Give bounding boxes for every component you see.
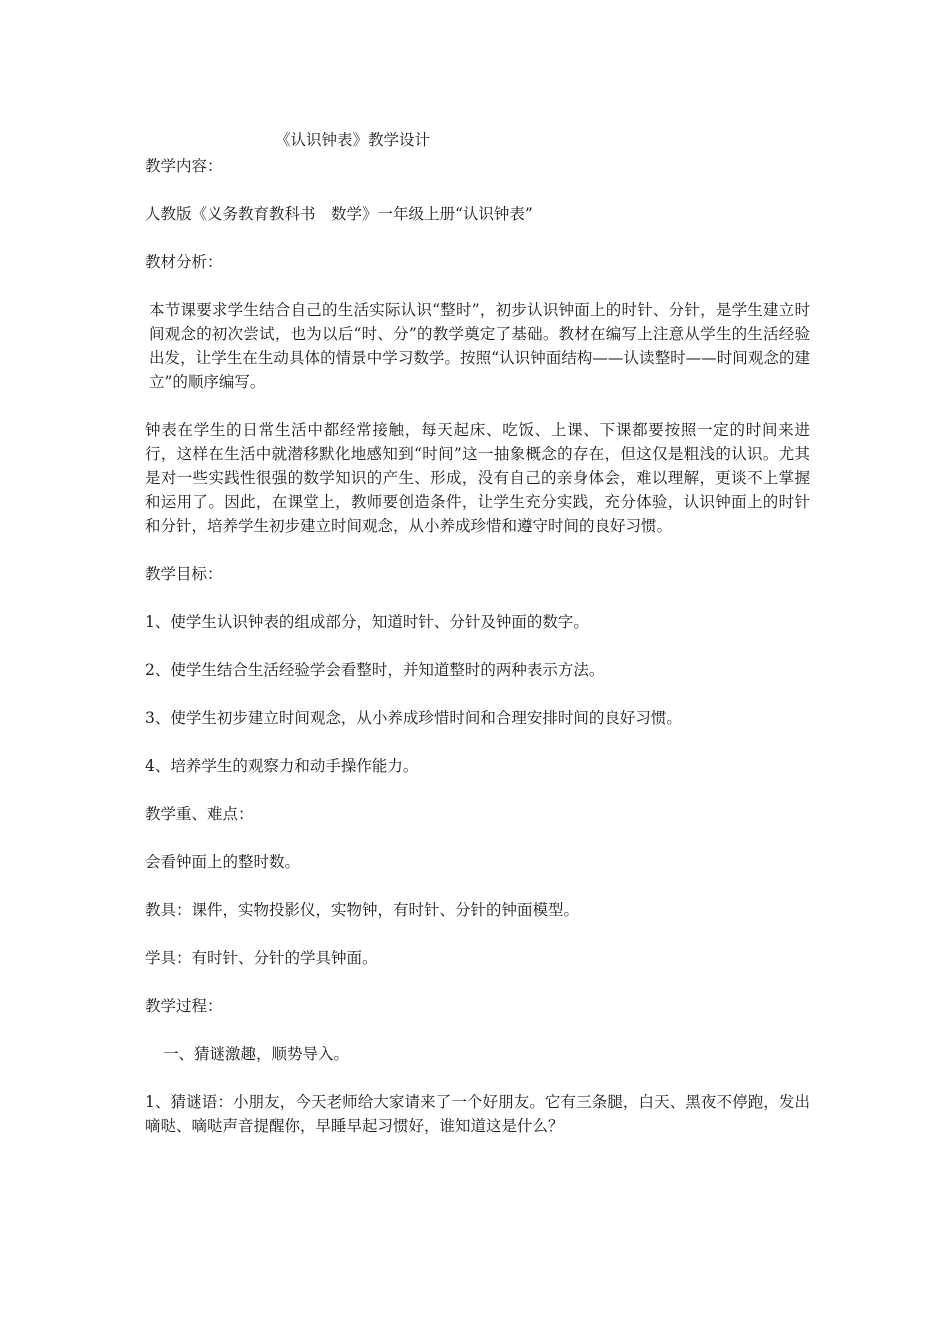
content-heading: 教学内容： (145, 157, 223, 175)
goal-item-4: 4、培养学生的观察力和动手操作能力。 (145, 757, 419, 775)
process-heading: 教学过程： (145, 997, 223, 1015)
content-text: 人教版《义务教育教科书 数学》一年级上册“认识钟表” (145, 205, 533, 223)
goal-item-1: 1、使学生认识钟表的组成部分，知道时针、分针及钟面的数字。 (145, 613, 589, 631)
teacher-tools: 教具：课件，实物投影仪，实物钟，有时针、分针的钟面模型。 (145, 901, 580, 919)
analysis-paragraph-1: 本节课要求学生结合自己的生活实际认识“整时”，初步认识钟面上的时针、分针，是学生建立时间观念的初次尝试，也为以后“时、分”的教学奠定了基础。教材在编写上注意从学生的生活经验出发，让学生在生动具体的情景中学习数学。按照“认识钟面结构——认读整时——时间观念的建立”的顺序编写。 (149, 301, 810, 391)
section-1-heading: 一、猜谜激趣，顺势导入。 (163, 1045, 350, 1063)
goal-item-2: 2、使学生结合生活经验学会看整时，并知道整时的两种表示方法。 (145, 661, 605, 679)
analysis-paragraph-2: 钟表在学生的日常生活中都经常接触，每天起床、吃饭、上课、下课都要按照一定的时间来进行，这样在生活中就潜移默化地感知到“时间”这一抽象概念的存在，但这仅是粗浅的认识。尤其是对一些实践性很强的数学知识的产生、形成，没有自己的亲身体会，难以理解，更谈不上掌握和运用了。因此，在课堂上，教师要创造条件，让学生充分实践，充分体验，认识钟面上的时针和分针，培养学生初步建立时间观念，从小养成珍惜和遵守时间的良好习惯。 (145, 421, 810, 535)
riddle-paragraph: 1、猜谜语：小朋友，今天老师给大家请来了一个好朋友。它有三条腿，白天、黑夜不停跑，发出嘀哒、嘀哒声音提醒你，早睡早起习惯好，谁知道这是什么？ (145, 1093, 810, 1135)
key-points-text: 会看钟面上的整时数。 (145, 853, 301, 871)
goal-item-3: 3、使学生初步建立时间观念，从小养成珍惜时间和合理安排时间的良好习惯。 (145, 709, 682, 727)
goals-heading: 教学目标： (145, 565, 223, 583)
document-title: 《认识钟表》教学设计 (275, 131, 431, 149)
key-points-heading: 教学重、难点： (145, 805, 254, 823)
analysis-heading: 教材分析： (145, 253, 223, 271)
student-tools: 学具：有时针、分针的学具钟面。 (145, 949, 378, 967)
document-page (145, 128, 810, 1162)
